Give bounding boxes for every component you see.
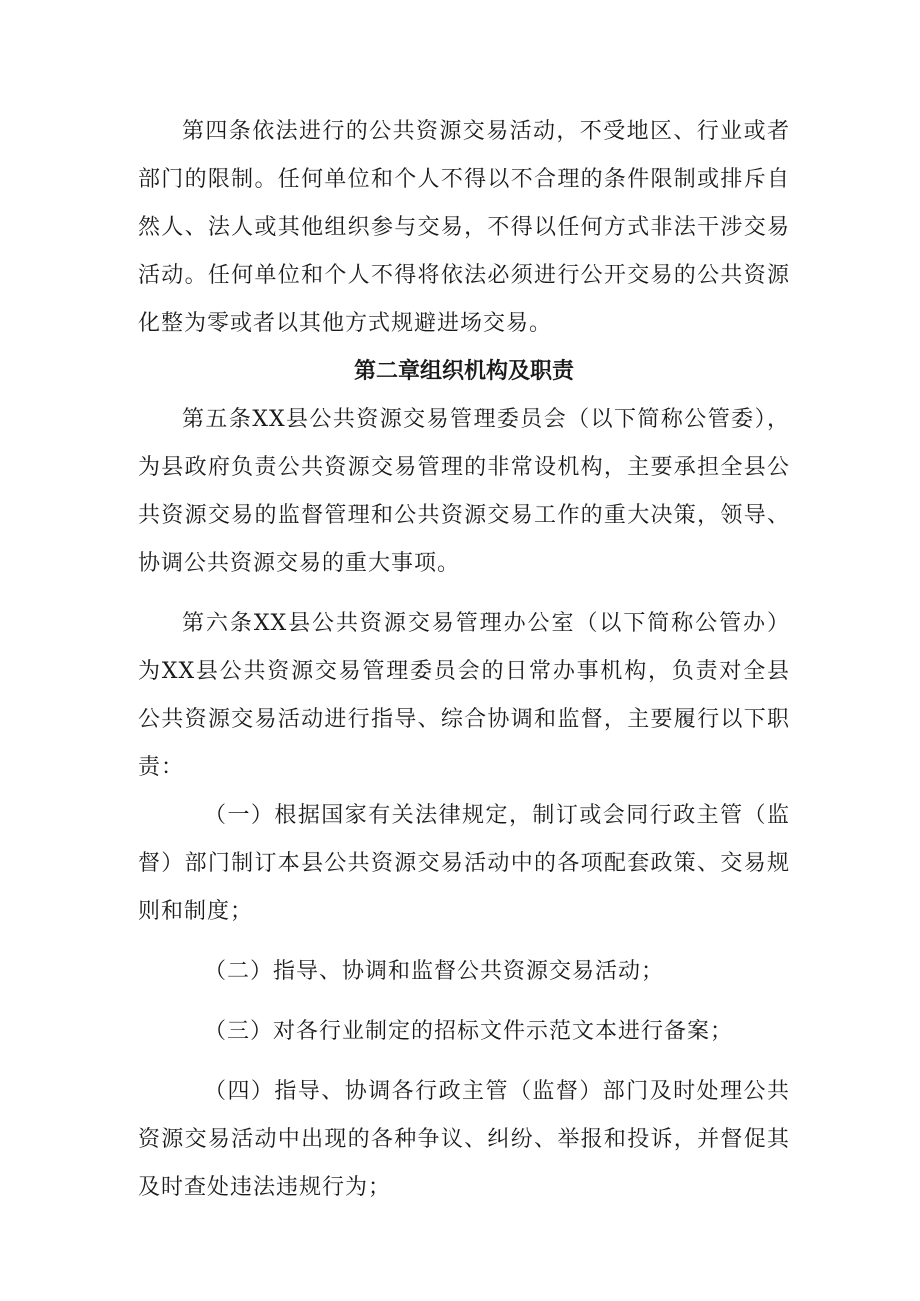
article-4-paragraph: 第四条依法进行的公共资源交易活动，不受地区、行业或者部门的限制。任何单位和个人不得以不合理的条件限制或排斥自然人、法人或其他组织参与交易，不得以任何方式非法干涉交易活动。任何单位和个人不得将依法必须进行公开交易的公共资源化整为零或者以其他方式规避进场交易。 — [138, 119, 790, 336]
chapter-2-heading: 第二章组织机构及职责 — [353, 359, 574, 384]
article-6-paragraph: 第六条XX县公共资源交易管理办公室（以下简称公管办）为XX县公共资源交易管理委员会的日常办事机构，负责对全县公共资源交易活动进行指导、综合协调和监督，主要履行以下职责： — [138, 611, 790, 780]
item-2-paragraph: （二）指导、协调和监督公共资源交易活动； — [204, 959, 665, 984]
item-1-paragraph: （一）根据国家有关法律规定，制订或会同行政主管（监督）部门制订本县公共资源交易活动中的各项配套政策、交易规则和制度； — [138, 803, 790, 924]
article-5-paragraph: 第五条XX县公共资源交易管理委员会（以下简称公管委），为县政府负责公共资源交易管理的非常设机构，主要承担全县公共资源交易的监督管理和公共资源交易工作的重大决策，领导、协调公共资源交易的重大事项。 — [138, 407, 790, 576]
document-page — [138, 108, 790, 1212]
item-3-paragraph: （三）对各行业制定的招标文件示范文本进行备案； — [204, 1019, 734, 1044]
item-4-paragraph: （四）指导、协调各行政主管（监督）部门及时处理公共资源交易活动中出现的各种争议、纠纷、举报和投诉，并督促其及时查处违法违规行为； — [138, 1079, 790, 1200]
